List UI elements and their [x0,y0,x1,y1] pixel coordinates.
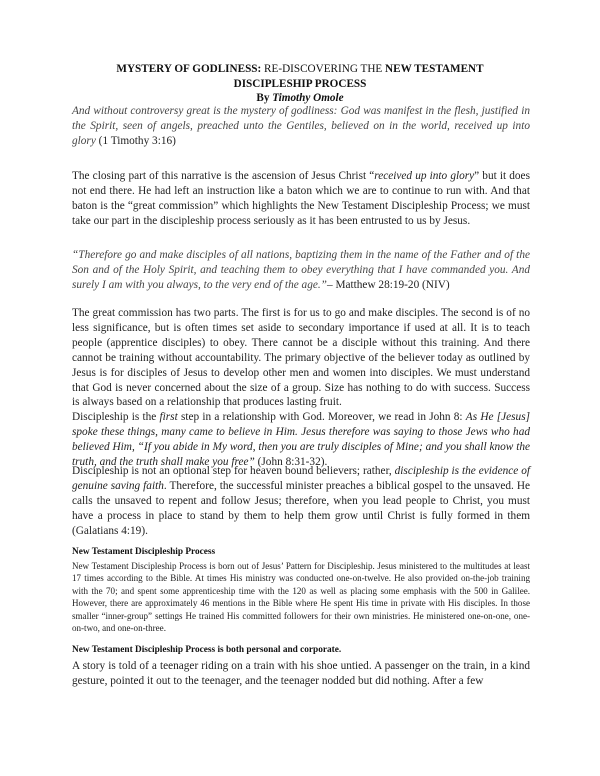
section-heading-process: New Testament Discipleship Process [72,547,216,557]
paragraph-discipleship-evidence: Discipleship is not an optional step for heaven bound believers; rather, discipleship is the evidence of genuine saving faith. Therefore, the successful minister preaches a biblical gospel to the unsaved. He calls the unsaved to repent and follow Jesus; therefore, when you lead people to Christ, you must have a process in place to stand by them to help them grow until Christ is fully formed in them (Galatians 4:19). [72,465,530,537]
paragraph-great-commission: The great commission has two parts. The first is for us to go and make disciples. The second is of no less significance, but is often times set aside to secondary importance if used at all. It is to teach people (apprentice disciples) to obey. There cannot be a disciple without this training. And there cannot be training without accountability. The primary objective of the believer today as outlined by Jesus is for disciples of Jesus to develop other men and women into disciples. We must understand that God is never concerned about the size of a group. Size has nothing to do with success. Success is always based on a relationship that produces lasting fruit. Discipleship is the first step in a relationship with God. Moreover, we read in John 8: As He [Jesus] spoke these things, many came to believe in Him. Jesus therefore was saying to those Jews who had believed Him, “If you abide in My word, then you are truly disciples of Mine; and you shall know the truth, and the truth shall make you free” (John 8:31-32). [72,307,530,469]
author-name: Timothy Omole [272,92,344,104]
title-line-1: MYSTERY OF GODLINESS: RE-DISCOVERING THE NEW TESTAMENT [116,63,484,75]
byline: By Timothy Omole [256,92,344,104]
title-line-2: DISCIPLESHIP PROCESS [233,77,367,90]
paragraph-ascension: The closing part of this narrative is the ascension of Jesus Christ “received up into glory” but it does not end there. He had left an instruction like a baton which we are to continue to run with. And that baton is the “great commission” which highlights the New Testament Discipleship Process; we must take our part in the discipleship process seriously as it has been entrusted to us by Jesus. [72,170,530,227]
paragraph-teenager-story: A story is told of a teenager riding on a train with his shoe untied. A passenger on the train, in a kind gesture, pointed it out to the teenager, and the teenager nodded but did nothing. After a few [72,660,530,687]
epigraph: And without controversy great is the mystery of godliness: God was manifest in the flesh, justified in the Spirit, seen of angels, preached unto the Gentiles, believed on in the world, received up into glory (1 Timothy 3:16) [72,105,530,147]
scripture-quote: “Therefore go and make disciples of all nations, baptizing them in the name of the Father and of the Son and of the Holy Spirit, and teaching them to obey everything that I have commanded you. And surely I am with you always, to the very end of the age.”– Matthew 28:19-20 (NIV) [72,249,530,291]
section-heading-personal-corporate: New Testament Discipleship Process is both personal and corporate. [72,645,342,655]
document-title [60,62,540,106]
section-text-process: New Testament Discipleship Process is born out of Jesus’ Pattern for Discipleship. Jesus ministered to the multitudes at least 17 times according to the Bible. At times His ministry was conducted one-on-twelve. He also provided on-the-job training with the 70; and spent some apprenticeship time with the 120 as well as placing some emphasis with the 500 in Galilee. However, there are approximately 46 mentions in the Bible where He spent His time in private with His disciples. In those smaller “inner-group” settings He trained His committed followers for their own ministries. He ministered one-on-one, one-on-two, and one-on-three. [72,561,530,634]
